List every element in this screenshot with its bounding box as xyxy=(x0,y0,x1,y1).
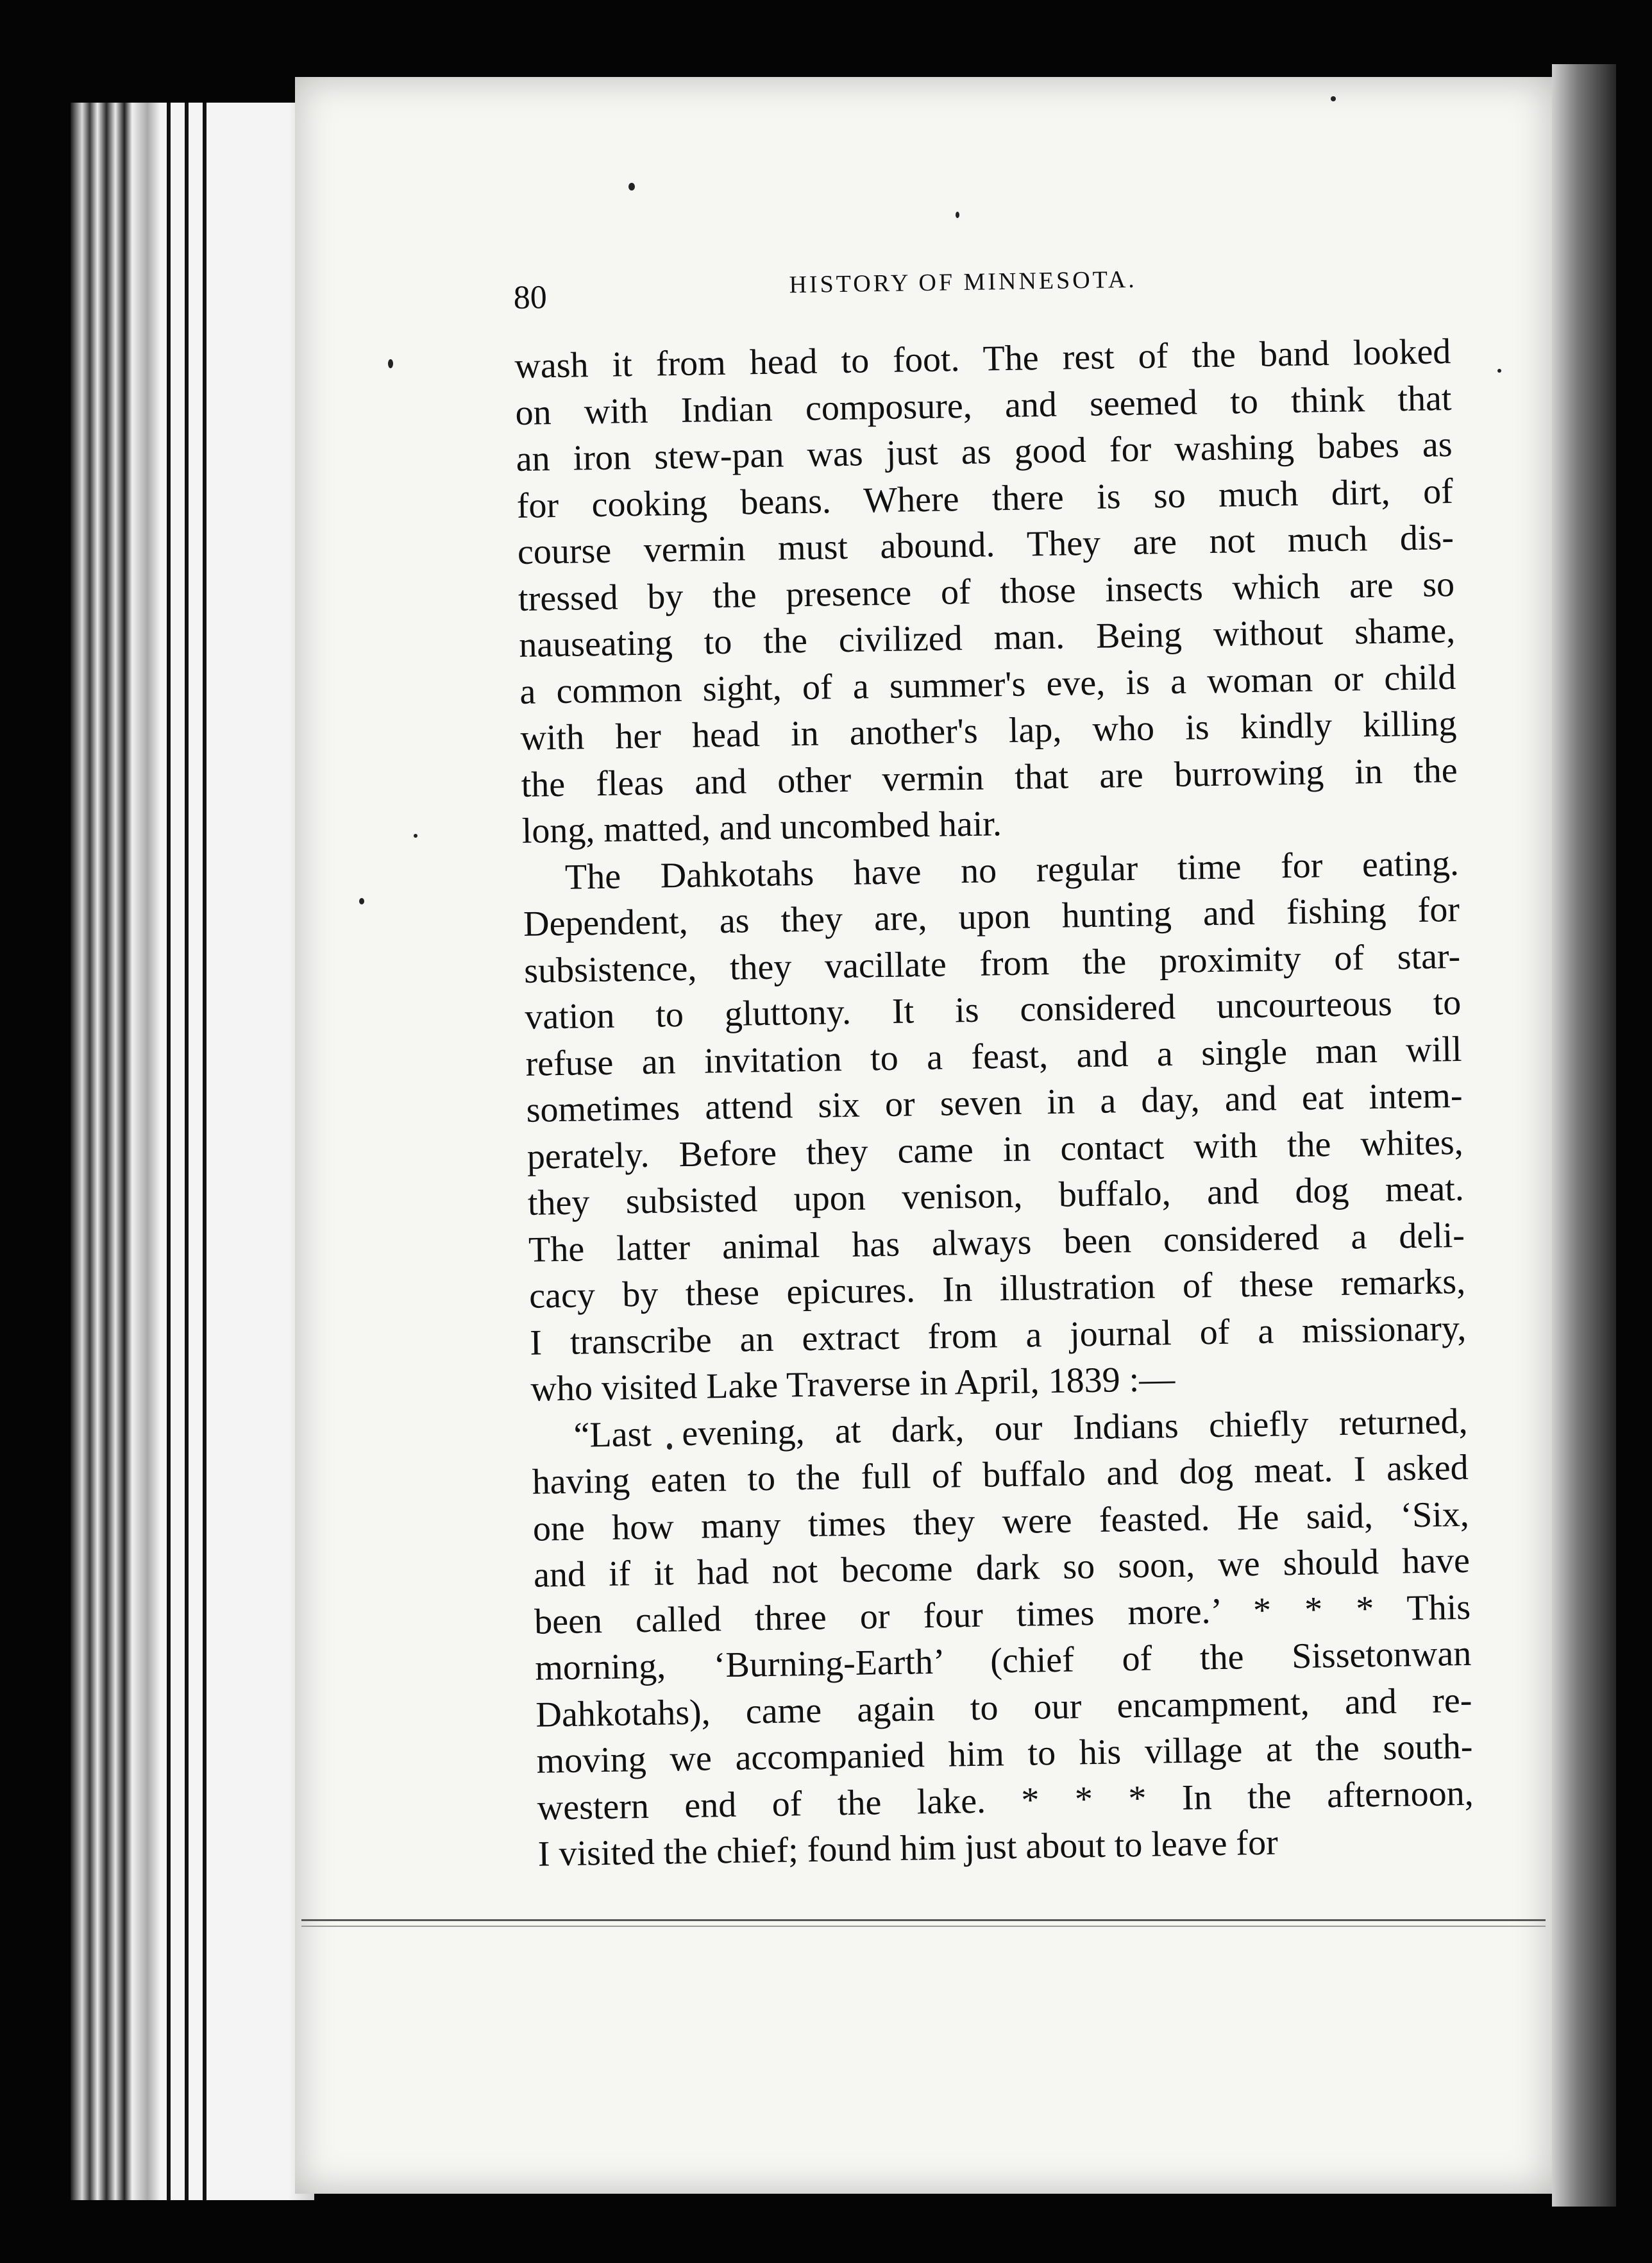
text-line: The Dahkotahs have no regular time for eating. xyxy=(564,843,1460,897)
page-number: 80 xyxy=(513,279,548,316)
text-line: long, matted, and uncombed hair. xyxy=(521,804,1002,851)
text-line: who visited Lake Traverse in April, 1839 :— xyxy=(530,1359,1176,1409)
text-line: and if it had not become dark so soon, we should have xyxy=(533,1540,1471,1595)
running-title: HISTORY OF MINNESOTA. xyxy=(789,266,1138,299)
body-text xyxy=(514,328,1474,1877)
text-line: cacy by these epicures. In illustration of these remarks, xyxy=(528,1261,1466,1316)
paragraph xyxy=(514,328,1458,854)
text-line: The latter animal has always been considered a deli- xyxy=(528,1215,1465,1270)
text-line: subsistence, they vacillate from the proximity of star- xyxy=(523,936,1461,991)
page-edge-line xyxy=(167,103,171,2200)
text-line: for cooking beans. Where there is so much dirt, of xyxy=(516,471,1454,526)
text-line: an iron stew-pan was just as good for washing babes as xyxy=(516,425,1453,479)
text-line: been called three or four times more.’ * * * This xyxy=(534,1587,1471,1642)
text-line: wash it from head to foot. The rest of the band looked xyxy=(514,332,1451,386)
page-right-edge xyxy=(1552,64,1616,2207)
text-line: Dependent, as they are, upon hunting and fishing for xyxy=(523,889,1460,944)
text-line: refuse an invitation to a feast, and a single man will xyxy=(525,1029,1462,1084)
text-line: nauseating to the civilized man. Being without shame, xyxy=(518,610,1456,665)
text-line: Dahkotahs), came again to our encampment, and re- xyxy=(535,1680,1472,1735)
page-edge-line xyxy=(185,103,189,2200)
text-line: on with Indian composure, and seemed to think that xyxy=(515,378,1452,433)
text-line: vation to gluttony. It is considered uncourteous to xyxy=(524,982,1462,1037)
text-line: tressed by the presence of those insects which are so xyxy=(518,564,1455,619)
page-edge-line xyxy=(203,103,206,2200)
text-line: western end of the lake. * * * In the afternoon, xyxy=(537,1773,1474,1828)
paragraph xyxy=(522,840,1467,1412)
text-line: I transcribe an extract from a journal of a missionary, xyxy=(529,1308,1467,1363)
text-line: course vermin must abound. They are not much dis- xyxy=(517,518,1454,572)
text-line: morning, ‘Burning-Earth’ (chief of the Sissetonwan xyxy=(534,1633,1472,1688)
text-line: one how many times they were feasted. He said, ‘Six, xyxy=(532,1494,1470,1549)
page-text-block xyxy=(513,251,1474,1877)
text-line: with her head in another's lap, who is kindly killing xyxy=(520,703,1457,758)
text-line: I visited the chief; found him just about to leave for xyxy=(537,1822,1279,1874)
running-head xyxy=(513,251,1451,343)
scan-bottom-rule xyxy=(301,1919,1546,1921)
text-line: a common sight, of a summer's eve, is a woman or child xyxy=(519,657,1456,712)
text-line: perately. Before they came in contact with the whites, xyxy=(527,1122,1464,1177)
scan-bottom-rule-secondary xyxy=(301,1926,1546,1927)
text-line: “Last evening, at dark, our Indians chiefly returned, xyxy=(573,1401,1468,1455)
paragraph xyxy=(531,1398,1474,1877)
page-stack-edges xyxy=(71,103,314,2200)
text-line: the fleas and other vermin that are burrowing in the xyxy=(521,750,1458,805)
text-line: sometimes attend six or seven in a day, and eat intem- xyxy=(526,1075,1463,1130)
text-line: having eaten to the full of buffalo and dog meat. I asked xyxy=(532,1447,1469,1502)
text-line: they subsisted upon venison, buffalo, and dog meat. xyxy=(527,1168,1465,1223)
text-line: moving we accompanied him to his village at the south- xyxy=(536,1726,1473,1781)
